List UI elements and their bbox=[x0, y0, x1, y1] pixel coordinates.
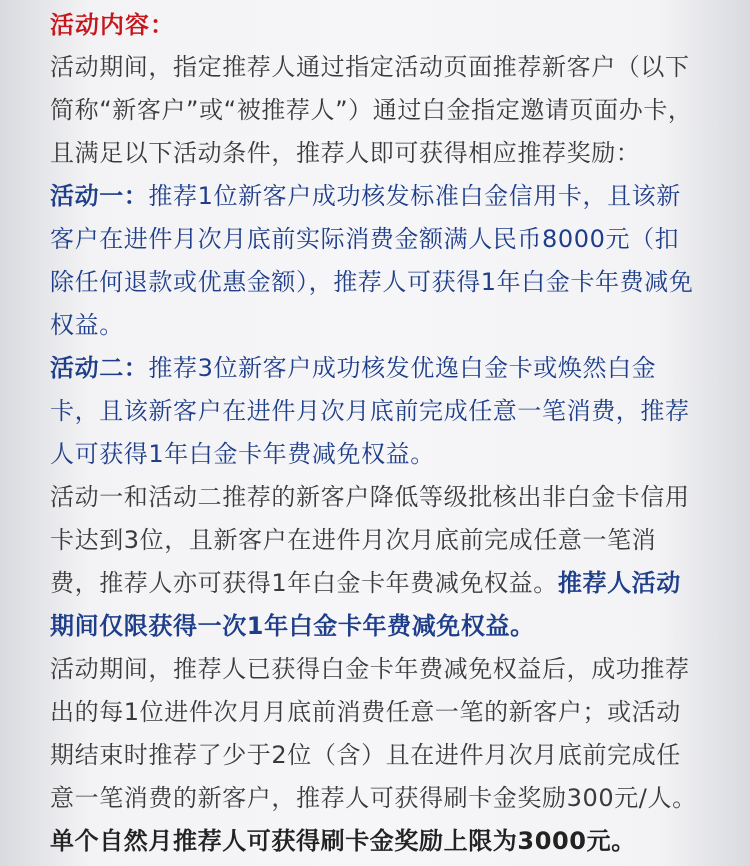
combined-text: 活动一和活动二推荐的新客户降低等级批核出非白金卡信用卡达到3位，且新客户在进件月次月底前完成任意一笔消费，推荐人亦可获得1年白金卡年费减免权益。 bbox=[50, 483, 690, 597]
intro-paragraph bbox=[50, 46, 702, 175]
activity-1-paragraph bbox=[50, 175, 702, 347]
activity-1-text: 推荐1位新客户成功核发标准白金信用卡，且该新客户在进件月次月底前实际消费金额满人民币8000元（扣除任何退款或优惠金额），推荐人可获得1年白金卡年费减免权益。 bbox=[50, 182, 694, 339]
reward-highlight: 单个自然月推荐人可获得刷卡金奖励上限为3000元。 bbox=[50, 827, 636, 855]
activity-2-label: 活动二： bbox=[50, 354, 149, 382]
combined-paragraph bbox=[50, 476, 702, 648]
combined-highlight: 推荐人活动期间仅限获得一次1年白金卡年费减免权益。 bbox=[50, 569, 681, 640]
reward-paragraph bbox=[50, 648, 702, 863]
section-title: 活动内容： bbox=[50, 11, 175, 39]
activity-1-label: 活动一： bbox=[50, 182, 149, 210]
intro-text: 活动期间，指定推荐人通过指定活动页面推荐新客户（以下简称“新客户”或“被推荐人”）通过白金指定邀请页面办卡，且满足以下活动条件，推荐人即可获得相应推荐奖励： bbox=[50, 53, 693, 167]
activity-2-text: 推荐3位新客户成功核发优逸白金卡或焕然白金卡，且该新客户在进件月次月底前完成任意一笔消费，推荐人可获得1年白金卡年费减免权益。 bbox=[50, 354, 690, 468]
reward-text: 活动期间，推荐人已获得白金卡年费减免权益后，成功推荐出的每1位进件次月月底前消费任意一笔的新客户；或活动期结束时推荐了少于2位（含）且在进件月次月底前完成任意一笔消费的新客户，推荐人可获得刷卡金奖励300元/人。 bbox=[50, 655, 697, 812]
activity-2-paragraph bbox=[50, 347, 702, 476]
